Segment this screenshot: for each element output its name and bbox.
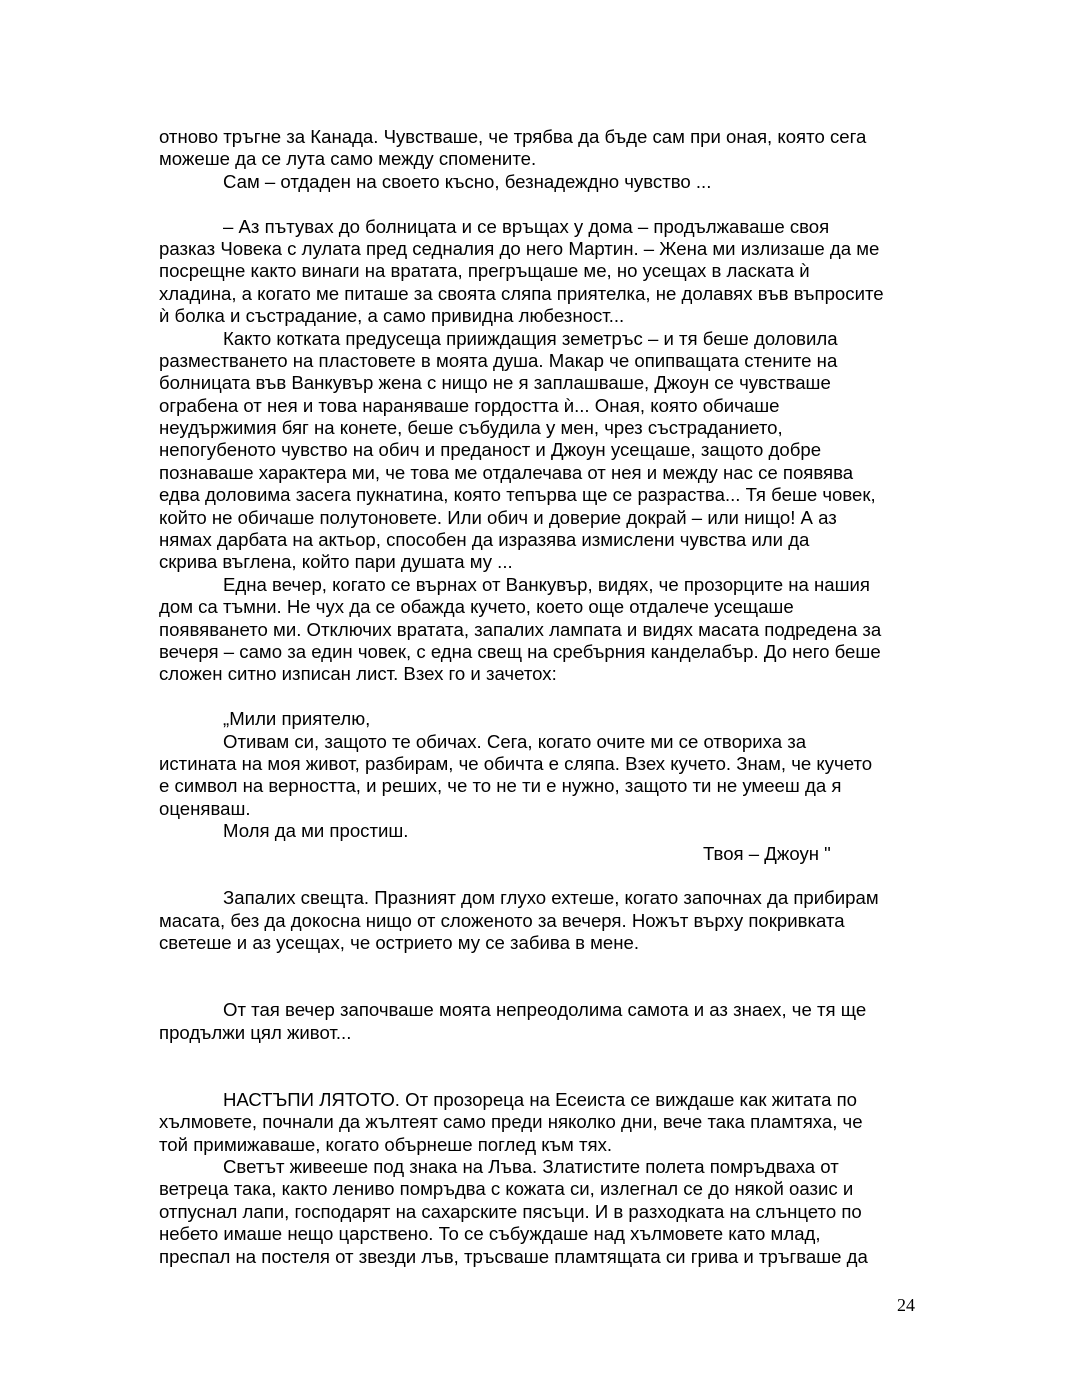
text-line: Запалих свещта. Празният дом глухо ехтеше, когато започнах да прибирам	[223, 887, 879, 909]
text-line: НАСТЪПИ ЛЯТОТО. От прозореца на Есеиста се виждаше как житата по	[223, 1088, 858, 1110]
text-line: сложен ситно изписан лист. Взех го и зачетох:	[159, 663, 557, 685]
text-line: ѝ болка и състрадание, а само привидна любезност...	[159, 305, 625, 327]
text-line: болницата във Ванкувър жена с нищо не я заплашваше, Джоун се чувстваше	[159, 372, 831, 394]
blank-line	[159, 686, 924, 708]
blank-line	[159, 1066, 924, 1088]
text-line: Както котката предусеща прииждащия земетръс – и тя беше доловила	[223, 327, 838, 349]
text-line: истината на моя живот, разбирам, че обичта е сляпа. Взех кучето. Знам, че кучето	[159, 752, 873, 774]
text-line: ветреца така, както лениво помръдва с кожата си, излегнал се до някой оазис и	[159, 1178, 854, 1200]
text-line: можеше да се лута само между спомените.	[159, 148, 537, 170]
text-line: оценяваш.	[159, 797, 251, 819]
text-line: хладина, а когато ме питаше за своята сляпа приятелка, не долавях във въпросите	[159, 282, 884, 304]
text-line: От тая вечер започваше моята непреодолима самота и аз знаех, че тя ще	[223, 999, 867, 1021]
text-line: появяването ми. Отключих вратата, запалих лампата и видях масата подредена за	[159, 618, 882, 640]
text-line: Отивам си, защото те обичах. Сега, когато очите ми се отвориха за	[223, 730, 807, 752]
text-line: отпуснал лапи, господарят на сахарските пясъци. И в разходката на слънцето по	[159, 1200, 862, 1222]
text-line: Светът живееше под знака на Лъва. Златистите полета помръдваха от	[223, 1155, 839, 1177]
text-line: преспал на постеля от звезди лъв, тръсваше пламтящата си грива и тръгваше да	[159, 1245, 868, 1267]
blank-line	[159, 1044, 924, 1066]
text-line: масата, без да докосна нищо от сложеното за вечеря. Ножът върху покривката	[159, 909, 845, 931]
body-text	[159, 126, 924, 1268]
page-number: 24	[897, 1295, 915, 1315]
text-line: е символ на верността, и реших, че то не ти е нужно, защото ти не умееш да я	[159, 775, 842, 797]
text-line: дом са тъмни. Не чух да се обажда кучето, което още отдалече усещаше	[159, 596, 794, 618]
text-line: светеше и аз усещах, че острието му се забива в мене.	[159, 932, 640, 954]
text-line: небето имаше нещо царствено. То се събуждаше над хълмовете като млад,	[159, 1223, 821, 1245]
text-line: едва доловима засега пукнатина, която тепърва ще се разраства... Тя беше човек,	[159, 484, 876, 506]
text-line: – Аз пътувах до болницата и се връщах у дома – продължаваше своя	[223, 215, 830, 237]
text-line: разместването на пластовете в моята душа. Макар че опипващата стените на	[159, 349, 838, 371]
text-line: той примижаваше, когато обърнеше поглед към тях.	[159, 1133, 613, 1155]
text-line: отново тръгне за Канада. Чувстваше, че трябва да бъде сам при оная, която сега	[159, 126, 867, 147]
blank-line	[159, 954, 924, 976]
blank-line	[159, 865, 924, 887]
text-line: Сам – отдаден на своето късно, безнадеждно чувство ...	[223, 170, 712, 192]
text-line: продължи цял живот...	[159, 1021, 352, 1043]
text-line: неудържимия бяг на конете, беше събудила у мен, чрез състраданието,	[159, 417, 783, 439]
text-line: познаваше характера ми, че това ме отдалечава от нея и между нас се появява	[159, 461, 854, 483]
text-line: ограбена от нея и това нараняваше гордостта ѝ... Оная, която обичаше	[159, 394, 780, 416]
text-line: нямах дарбата на актьор, способен да изразява измислени чувства или да	[159, 529, 810, 551]
blank-line	[159, 193, 924, 215]
letter-salutation: „Мили приятелю,	[223, 708, 371, 730]
text-line: непогубеното чувство на обич и преданост и Джоун усещаше, защото добре	[159, 439, 822, 461]
text-line: Една вечер, когато се върнах от Ванкувър, видях, че прозорците на нашия	[223, 573, 870, 595]
letter-signature: Твоя – Джоун "	[703, 842, 831, 864]
text-line: разказ Човека с лулата пред седналия до него Мартин. – Жена ми излизаше да ме	[159, 237, 880, 259]
text-line: хълмовете, почнали да жълтеят само преди няколко дни, вече така пламтяха, че	[159, 1111, 863, 1133]
text-line: вечеря – само за един човек, с една свещ на сребърния канделабър. До него беше	[159, 640, 881, 662]
blank-line	[159, 977, 924, 999]
text-line: посрещне както винаги на вратата, прегръщаше ме, но усещах в ласката ѝ	[159, 260, 810, 282]
text-line: скрива въглена, който пари душата му ...	[159, 551, 513, 573]
text-line: който не обичаше полутоновете. Или обич и доверие докрай – или нищо! А аз	[159, 506, 837, 528]
text-line: Моля да ми простиш.	[223, 820, 409, 842]
